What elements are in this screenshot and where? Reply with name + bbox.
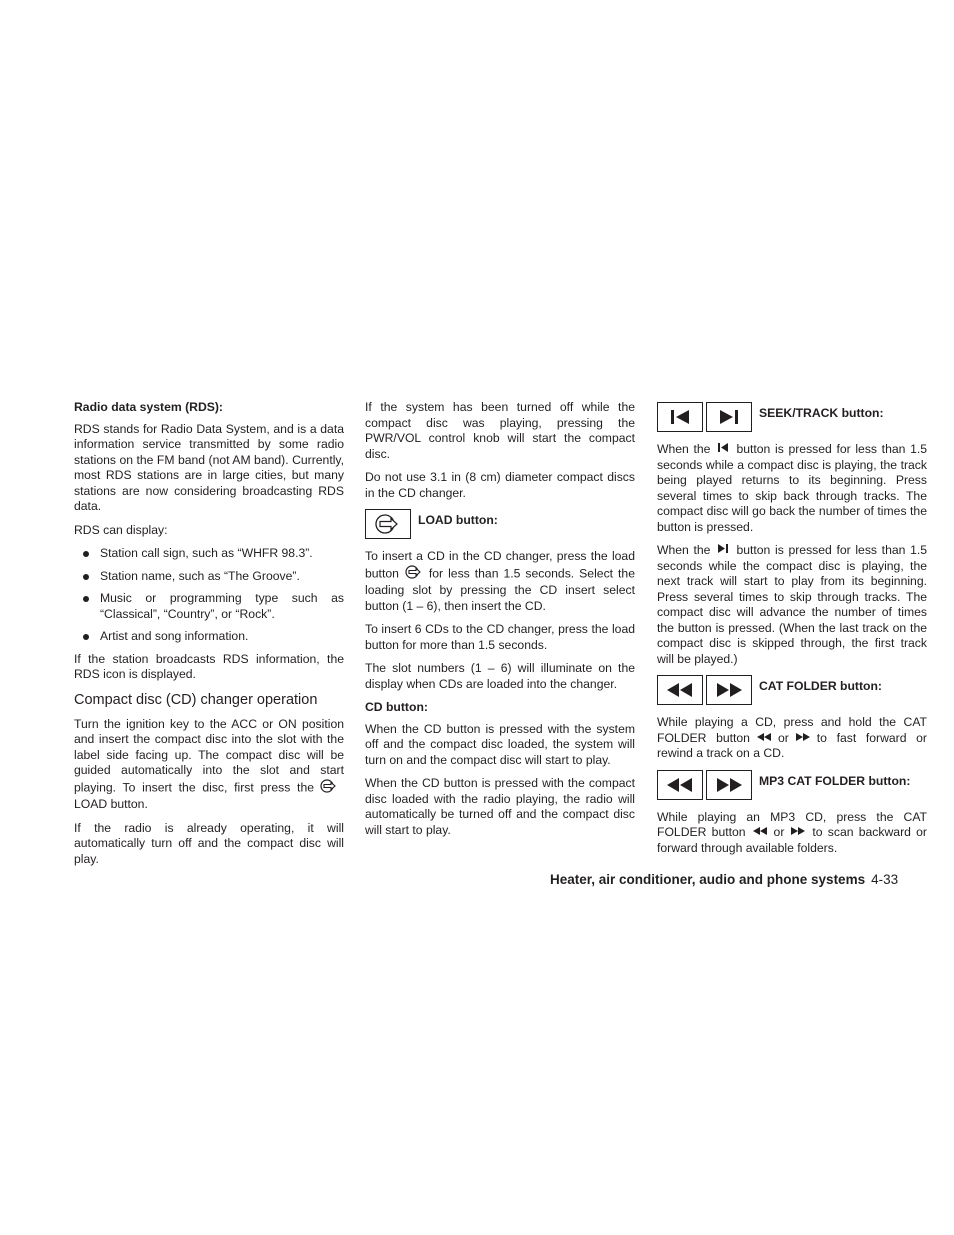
seek-paragraph-2 (657, 543, 927, 667)
rewind-button-icon (657, 675, 703, 705)
load-text-end: for less than 1.5 seconds. Select the loading slot by pressing the CD insert select button (1 – 6), then insert the CD. (365, 565, 635, 613)
column-left (74, 400, 344, 875)
fast-forward-button-icon (706, 675, 752, 705)
mp3-text-end: to scan backward or forward through available folders. (657, 825, 927, 855)
mp3-text-start: While playing an MP3 CD, press the CAT FOLDER button (657, 809, 927, 840)
list-item: Station call sign, such as “WHFR 98.3”. (74, 546, 344, 562)
seek-paragraph-1 (657, 442, 927, 535)
cd-insert-paragraph (74, 717, 344, 813)
cat-text-end: to fast forward or rewind a track on a CD. (657, 730, 927, 761)
rewind-button-icon (657, 770, 703, 800)
rds-can-display: RDS can display: (74, 522, 168, 537)
cd-insert-text: Turn the ignition key to the ACC or ON position and insert the compact disc into the slot with the label side facing up. The compact disc will be guided automatically into the slot and start playing. To insert the disc, first press the (74, 716, 344, 794)
track-back-button-icon (657, 402, 703, 432)
cd-insert-text-end: LOAD button. (74, 797, 148, 811)
list-item: Station name, such as “The Groove”. (74, 569, 344, 585)
column-right (657, 400, 927, 864)
rds-heading: Radio data system (RDS): (74, 400, 223, 414)
seek-text-end: button is pressed for less than 1.5 seconds while the compact disc is playing, the next track will start to play from its beginning. Press several times to skip through tracks. The compact disc will advance the number of times the button is pressed. (When the last track on the compact disc is skipped through, the first track will be played.) (657, 543, 928, 666)
track-next-button-icon (706, 402, 752, 432)
cat-folder-paragraph (657, 715, 927, 762)
cd-auto-play-text: If the radio is already operating, it will automatically turn off and the compact disc will play. (74, 820, 344, 866)
load-icon (405, 565, 423, 584)
power-on-text: If the system has been turned off while the compact disc was playing, pressing the PWR/VOL control knob will start the compact disc. (365, 400, 635, 461)
fast-forward-icon (790, 825, 806, 841)
rds-icon-text: If the station broadcasts RDS information, the RDS icon is displayed. (74, 651, 344, 681)
list-item: Artist and song information. (74, 629, 344, 645)
cat-folder-heading-row (657, 675, 927, 705)
cat-or: or (777, 730, 789, 745)
cd-button-paragraph-2: When the CD button is pressed with the compact disc loaded with the radio playing, the radio will automatically be turned off and the compact disc will start to play. (365, 776, 635, 837)
track-back-icon (716, 442, 730, 458)
fast-forward-icon (795, 731, 811, 747)
load-button-heading-row (365, 509, 635, 539)
cd-changer-section-title: Compact disc (CD) changer operation (74, 691, 318, 708)
mp3-or: or (773, 825, 785, 840)
mp3-cat-folder-paragraph (657, 810, 927, 857)
column-middle (365, 400, 635, 846)
cat-folder-heading: CAT FOLDER button: (759, 679, 882, 694)
rds-display-list (74, 546, 344, 645)
fast-forward-button-icon (706, 770, 752, 800)
seek-track-heading: SEEK/TRACK button: (759, 406, 884, 420)
seek-track-heading-row (657, 402, 927, 432)
seek-text-start: When the (657, 543, 711, 558)
load-paragraph-1 (365, 549, 635, 614)
cd-button-heading: CD button: (365, 700, 428, 714)
seek-text-end: button is pressed for less than 1.5 seconds while a compact disc is playing, the track being played returns to its beginning. Press several times to skip back through tracks. The compact disc will go back the number of times the button is pressed. (657, 442, 928, 534)
rewind-icon (756, 731, 772, 747)
page-footer (550, 872, 898, 887)
cat-text-start: While playing a CD, press and hold the CAT FOLDER button (657, 715, 927, 745)
cd-button-paragraph-1: When the CD button is pressed with the system off and the compact disc loaded, the system will turn on and the compact disc will start to play. (365, 721, 635, 767)
mp3-cat-folder-heading: MP3 CAT FOLDER button: (759, 773, 911, 788)
seek-text-start: When the (657, 442, 711, 456)
load-paragraph-2: To insert 6 CDs to the CD changer, press the load button for more than 1.5 seconds. (365, 622, 635, 652)
rds-intro: RDS stands for Radio Data System, and is a data information service transmitted by some radio stations on the FM band (not AM band). Currently, most RDS stations are in large cities, but many stations are now considering broadcasting RDS data. (74, 421, 344, 513)
page-number: 4-33 (871, 872, 899, 887)
footer-section-title: Heater, air conditioner, audio and phone systems (550, 872, 866, 887)
load-button-heading: LOAD button: (418, 513, 498, 527)
rewind-icon (752, 825, 768, 841)
track-next-icon (716, 543, 730, 559)
load-text-start: To insert a CD in the CD changer, press the load button (365, 549, 635, 580)
load-icon (320, 779, 338, 798)
load-paragraph-3: The slot numbers (1 – 6) will illuminate on the display when CDs are loaded into the changer. (365, 661, 635, 691)
mp3-cat-folder-heading-row (657, 770, 927, 800)
load-button-icon (365, 509, 411, 539)
disc-size-warning: Do not use 3.1 in (8 cm) diameter compact discs in the CD changer. (365, 470, 635, 500)
list-item: Music or programming type such as “Classical”, “Country”, or “Rock”. (74, 591, 344, 622)
